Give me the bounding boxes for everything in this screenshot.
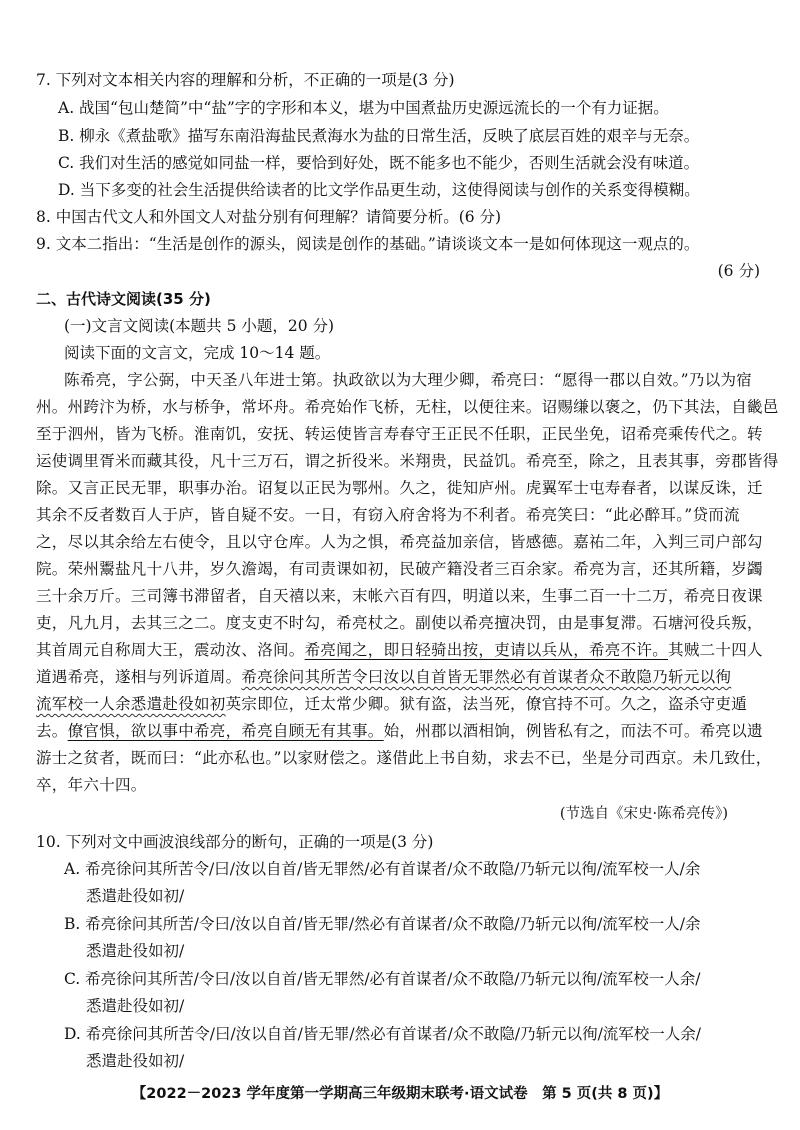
passage-line: 州。州跨汴为桥，水与桥争，常坏舟。希亮始作飞桥，无柱，以便往来。诏赐缣以褒之，仍下其法，自畿邑: [36, 398, 779, 416]
passage-line: 吏，凡九月，去其三之二。度支吏不时勾，希亮杖之。副使以希亮擅决罚，由是事复滞。石塘河役兵叛，: [36, 614, 763, 632]
passage-line: [36, 640, 763, 660]
underlined-sentence: 僚官惧，欲以事中希亮，希亮自顾无有其事。: [67, 722, 384, 740]
q7-option-d: D. 当下多变的社会生活提供给读者的比文学作品更生动，这使得阅读与创作的关系变得模糊。: [58, 181, 700, 199]
q10-option-b-cont: 悉遣赴役如初/: [86, 942, 185, 960]
passage-text: 英宗即位，迁太常少卿。狱有盗，法当死，僚官持不可。久之，盗杀守吏遁: [225, 695, 748, 713]
passage-text: 始，州郡以酒相饷，例皆私有之，而法不可。希亮以遗: [383, 722, 763, 740]
q7-stem: 7. 下列对文本相关内容的理解和分析，不正确的一项是(3 分): [36, 71, 455, 89]
wavy-underlined-text: 流军校一人余悉遣赴役如初: [36, 695, 226, 713]
q10-option-c-cont: 悉遣赴役如初/: [86, 997, 185, 1015]
passage-line: 三十余万斤。三司簿书滞留者，自天禧以来，末帐六百有四，明道以来，生事二百一十二万，希亮日夜课: [36, 587, 763, 605]
passage-line: [36, 721, 763, 741]
passage-line: [36, 694, 747, 714]
q10-option-c: C. 希亮徐问其所苦/令曰/汝以自首/皆无罪然/必有首谋者/众不敢隐/乃斩元以徇/流军校一人余/: [64, 970, 701, 988]
passage-line: 陈希亮，字公弼，中天圣八年进士第。执政欲以为大理少卿，希亮曰：“愿得一郡以自效。”乃以为宿: [64, 371, 753, 389]
q10-option-d: D. 希亮徐问其所苦令/曰/汝以自首/皆无罪/然必有首谋者/众不敢隐/乃斩元以徇/流军校一人余/: [64, 1025, 702, 1043]
q8-stem: 8. 中国古代文人和外国文人对盐分别有何理解？请简要分析。(6 分): [36, 208, 502, 226]
section-title: 二、古代诗文阅读(35 分): [36, 290, 211, 308]
q7-option-c: C. 我们对生活的感觉如同盐一样，要恰到好处，既不能多也不能少，否则生活就会没有味道。: [58, 154, 700, 172]
passage-text: 其贼二十四人: [668, 641, 763, 659]
passage-line: 院。荣州鬻盐凡十八井，岁久澹竭，有司责课如初，民破产籍没者三百余家。希亮为言，还其所籍，岁蠲: [36, 560, 763, 578]
q10-option-b: B. 希亮徐问其所苦/令曰/汝以自首/皆无罪/然必有首谋者/众不敢隐/乃斩元以徇/流军校一人/余: [64, 915, 701, 933]
q10-option-a-cont: 悉遣赴役如初/: [86, 887, 185, 905]
q7-option-b: B. 柳永《煮盐歌》描写东南沿海盐民煮海水为盐的日常生活，反映了底层百姓的艰辛与无奈。: [58, 127, 700, 145]
wavy-underlined-text: 希亮徐问其所苦令曰汝以自首皆无罪然必有首谋者众不敢隐乃斩元以徇: [241, 668, 732, 686]
q10-stem: 10. 下列对文中画波浪线部分的断句，正确的一项是(3 分): [36, 833, 434, 851]
underlined-sentence: 希亮闻之，即日轻骑出按，吏请以兵从，希亮不许。: [304, 641, 669, 659]
q9-stem: 9. 文本二指出：“生活是创作的源头，阅读是创作的基础。”请谈谈文本一是如何体现这一观点的。: [36, 235, 700, 253]
passage-text: 去。: [36, 722, 68, 740]
passage-source: (节选自《宋史·陈希亮传》): [559, 806, 728, 822]
passage-line: 运使调里胥米而藏其役，凡十三万石，谓之折役米。米翔贵，民益饥。希亮至，除之，且表其事，旁郡皆得: [36, 452, 779, 470]
passage-line: 卒，年六十四。: [36, 776, 147, 794]
passage-line: 其余不反者数百人于庐，皆自疑不安。一日，有窃入府舍将为不利者。希亮笑曰：“此必醉耳。”贷而流: [36, 506, 740, 524]
passage-text: 其首周元自称周大王，震动汝、洛间。: [36, 641, 305, 659]
passage-line: 至于泗州，皆为飞桥。淮南饥，安抚、转运使皆言寿春守王正民不任职，正民坐免，诏希亮乘传代之。转: [36, 425, 763, 443]
q9-score: (6 分): [717, 262, 760, 280]
passage-instruction: 阅读下面的文言文，完成 10～14 题。: [64, 344, 331, 362]
passage-line: 游士之贫者，既而曰：“此亦私也。”以家财偿之。遂借此上书自劾，求去不已，坐是分司西京。未几致仕，: [36, 749, 772, 767]
passage-line: 之，尽以其余给左右使令，且以守仓库。人为之惧，希亮益加亲信，皆感德。嘉祐二年，入判三司户部勾: [36, 533, 763, 551]
q10-option-d-cont: 悉遣赴役如初/: [86, 1052, 185, 1070]
q7-option-a: A. 战国“包山楚简”中“盐”字的字形和本义，堪为中国煮盐历史源远流长的一个有力证据。: [58, 99, 669, 117]
subsection-title: (一)文言文阅读(本题共 5 小题，20 分): [64, 317, 335, 335]
page-footer: 【2022－2023 学年度第一学期高三年级期末联考·语文试卷 第 5 页(共 8 页)】: [131, 1086, 669, 1102]
q10-option-a: A. 希亮徐问其所苦令/曰/汝以自首/皆无罪然/必有首谋者/众不敢隐/乃斩元以徇/流军校一人/余: [64, 860, 701, 878]
passage-text: 道遇希亮，遂相与列诉道周。: [36, 668, 242, 686]
passage-line: 除。又言正民无罪，职事办治。诏复以正民为鄂州。久之，徙知庐州。虎翼军士屯寿春者，以谋反诛，迁: [36, 479, 763, 497]
passage-line: [36, 667, 731, 687]
